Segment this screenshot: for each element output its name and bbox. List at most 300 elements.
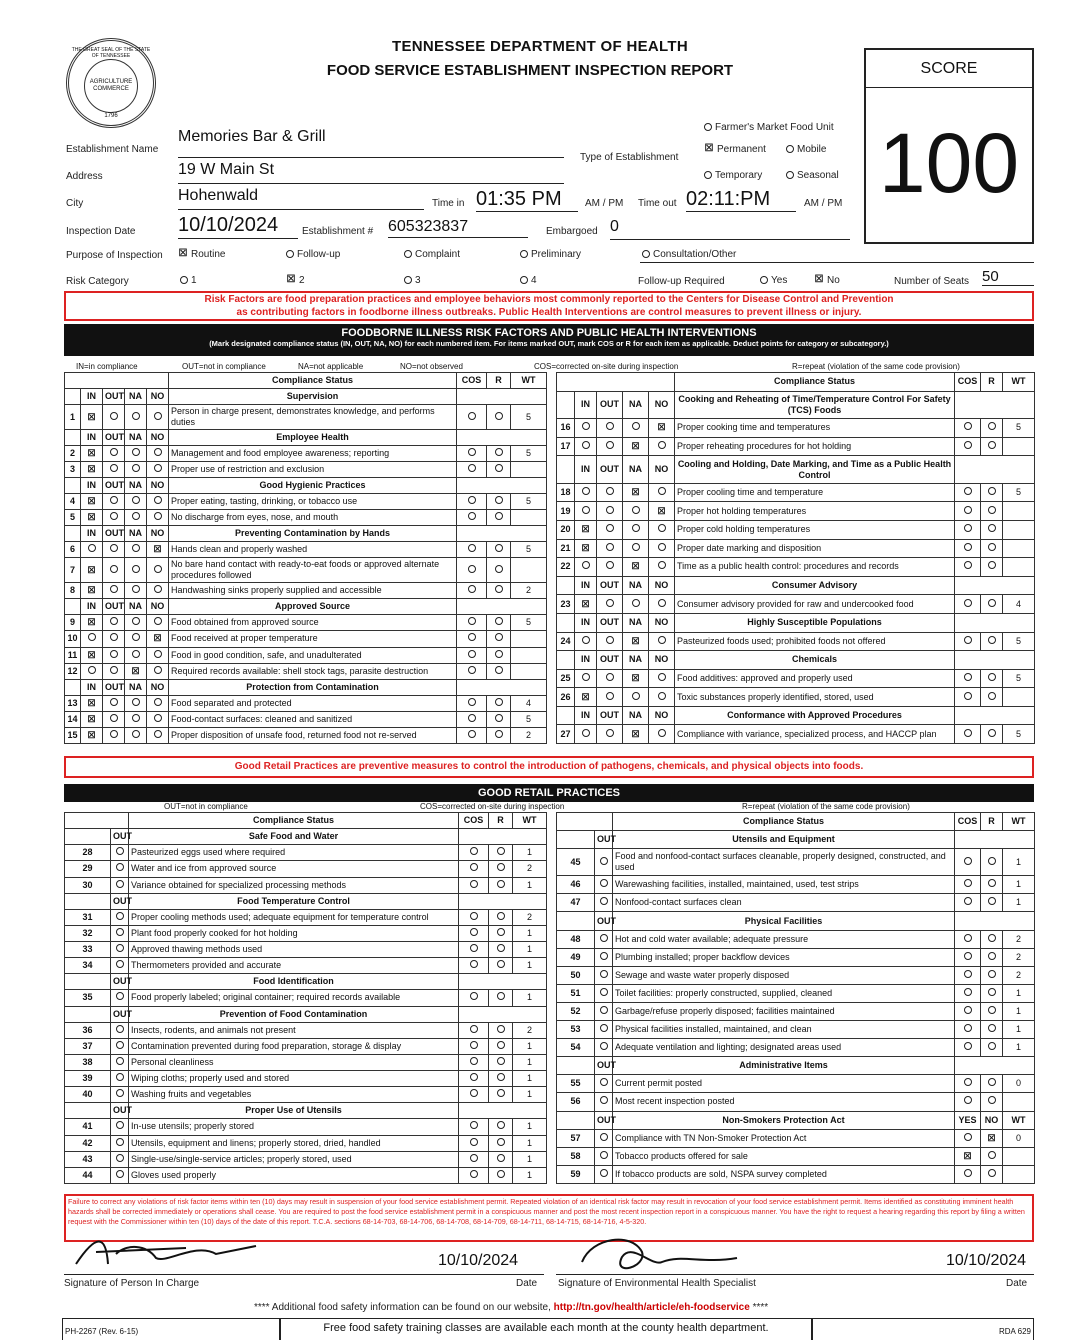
cos-radio[interactable] <box>955 437 981 456</box>
status-na-radio[interactable] <box>125 711 147 727</box>
repeat-radio[interactable]: ☒ <box>981 1129 1003 1147</box>
repeat-radio[interactable] <box>489 942 513 958</box>
repeat-radio[interactable] <box>487 558 511 583</box>
status-out-radio[interactable] <box>597 558 623 577</box>
status-na-radio[interactable] <box>623 521 649 540</box>
repeat-radio[interactable] <box>981 1147 1003 1165</box>
status-out-radio[interactable] <box>103 558 125 583</box>
purpose-consultation[interactable]: Consultation/Other <box>642 249 736 260</box>
cos-radio[interactable] <box>955 948 981 966</box>
repeat-radio[interactable] <box>489 1119 513 1135</box>
status-in-radio[interactable]: ☒ <box>81 711 103 727</box>
status-no-radio[interactable]: ☒ <box>147 631 169 647</box>
status-no-radio[interactable] <box>649 595 675 614</box>
repeat-radio[interactable] <box>981 539 1003 558</box>
cos-radio[interactable] <box>457 558 487 583</box>
status-out-radio[interactable] <box>597 539 623 558</box>
repeat-radio[interactable] <box>487 510 511 526</box>
out-radio[interactable] <box>595 1093 613 1111</box>
repeat-radio[interactable] <box>487 494 511 510</box>
out-radio[interactable] <box>111 1054 129 1070</box>
repeat-radio[interactable] <box>981 894 1003 912</box>
status-na-radio[interactable] <box>125 727 147 743</box>
repeat-radio[interactable] <box>487 631 511 647</box>
cos-radio[interactable] <box>457 405 487 430</box>
yes-header: YES <box>955 1111 981 1129</box>
status-no-radio[interactable]: ☒ <box>649 502 675 521</box>
no-header: NO <box>649 456 675 484</box>
cos-radio[interactable] <box>459 958 489 974</box>
cos-radio[interactable] <box>459 1087 489 1103</box>
status-in-radio[interactable] <box>575 419 597 438</box>
cos-radio[interactable] <box>955 849 981 876</box>
status-na-radio[interactable] <box>623 688 649 707</box>
repeat-radio[interactable] <box>487 583 511 599</box>
status-in-radio[interactable] <box>575 502 597 521</box>
repeat-radio[interactable] <box>489 1054 513 1070</box>
item-description: Consumer advisory provided for raw and undercooked food <box>675 595 955 614</box>
risk-1[interactable]: 1 <box>180 275 197 286</box>
out-radio[interactable] <box>111 1071 129 1087</box>
cos-radio[interactable] <box>459 1071 489 1087</box>
score-label: SCORE <box>866 50 1032 88</box>
cos-radio[interactable] <box>459 1151 489 1167</box>
repeat-radio[interactable] <box>981 558 1003 577</box>
status-in-radio[interactable]: ☒ <box>81 583 103 599</box>
out-header: OUT <box>595 831 613 849</box>
status-in-radio[interactable]: ☒ <box>81 727 103 743</box>
cos-radio[interactable] <box>955 539 981 558</box>
status-na-radio[interactable] <box>125 583 147 599</box>
status-in-radio[interactable] <box>575 725 597 744</box>
status-na-radio[interactable]: ☒ <box>623 669 649 688</box>
cos-radio[interactable] <box>459 877 489 893</box>
cos-radio[interactable] <box>955 632 981 651</box>
out-radio[interactable] <box>111 925 129 941</box>
status-in-radio[interactable]: ☒ <box>575 539 597 558</box>
cos-radio[interactable] <box>955 1075 981 1093</box>
status-in-radio[interactable]: ☒ <box>81 446 103 462</box>
repeat-radio[interactable] <box>981 437 1003 456</box>
status-no-radio[interactable] <box>649 521 675 540</box>
cos-radio[interactable] <box>459 1022 489 1038</box>
repeat-radio[interactable] <box>981 1021 1003 1039</box>
status-out-radio[interactable] <box>103 711 125 727</box>
cos-radio[interactable] <box>955 876 981 894</box>
cos-radio[interactable] <box>459 1167 489 1183</box>
repeat-radio[interactable] <box>487 462 511 478</box>
out-radio[interactable] <box>595 1129 613 1147</box>
status-out-radio[interactable] <box>103 647 125 663</box>
repeat-radio[interactable] <box>981 1075 1003 1093</box>
repeat-radio[interactable] <box>981 502 1003 521</box>
repeat-radio[interactable] <box>489 958 513 974</box>
address-field[interactable]: 19 W Main St <box>178 161 564 184</box>
status-na-radio[interactable]: ☒ <box>623 632 649 651</box>
out-radio[interactable] <box>111 1151 129 1167</box>
repeat-radio[interactable] <box>981 948 1003 966</box>
repeat-radio[interactable] <box>981 1165 1003 1183</box>
cos-radio[interactable] <box>955 894 981 912</box>
out-radio[interactable] <box>111 1022 129 1038</box>
status-na-radio[interactable] <box>623 595 649 614</box>
status-out-radio[interactable] <box>103 446 125 462</box>
status-out-radio[interactable] <box>103 494 125 510</box>
weight-value: 1 <box>513 1087 547 1103</box>
repeat-radio[interactable] <box>489 877 513 893</box>
cos-radio[interactable] <box>955 1165 981 1183</box>
status-out-radio[interactable] <box>597 419 623 438</box>
type-temporary[interactable]: Temporary <box>704 170 762 181</box>
status-in-radio[interactable] <box>81 663 103 679</box>
repeat-radio[interactable] <box>489 1022 513 1038</box>
status-na-radio[interactable]: ☒ <box>125 663 147 679</box>
cos-radio[interactable] <box>459 1135 489 1151</box>
cos-radio[interactable] <box>459 990 489 1006</box>
status-out-radio[interactable] <box>597 521 623 540</box>
repeat-radio[interactable] <box>981 725 1003 744</box>
out-radio[interactable] <box>595 984 613 1002</box>
cos-radio[interactable] <box>457 542 487 558</box>
repeat-radio[interactable] <box>981 669 1003 688</box>
time-out-field[interactable]: 02:11:PM <box>686 188 796 212</box>
repeat-radio[interactable] <box>487 405 511 430</box>
repeat-radio[interactable] <box>981 1039 1003 1057</box>
status-no-radio[interactable] <box>649 539 675 558</box>
status-no-radio[interactable] <box>147 446 169 462</box>
out-radio[interactable] <box>111 958 129 974</box>
out-radio[interactable] <box>111 909 129 925</box>
status-out-radio[interactable] <box>103 510 125 526</box>
inspection-date-field[interactable]: 10/10/2024 <box>178 214 298 239</box>
cos-radio[interactable] <box>457 727 487 743</box>
weight-value: 2 <box>511 727 547 743</box>
status-na-radio[interactable]: ☒ <box>623 558 649 577</box>
status-no-radio[interactable]: ☒ <box>147 542 169 558</box>
embargoed-field[interactable]: 0 <box>610 218 850 240</box>
status-in-radio[interactable]: ☒ <box>81 615 103 631</box>
status-na-radio[interactable]: ☒ <box>623 437 649 456</box>
cos-radio[interactable] <box>955 688 981 707</box>
out-radio[interactable] <box>595 894 613 912</box>
repeat-radio[interactable] <box>489 1087 513 1103</box>
cos-radio[interactable] <box>955 1129 981 1147</box>
cos-radio[interactable] <box>459 845 489 861</box>
status-na-radio[interactable] <box>623 419 649 438</box>
num-cell <box>557 651 575 670</box>
cos-radio[interactable] <box>457 711 487 727</box>
status-na-radio[interactable] <box>125 446 147 462</box>
cos-radio[interactable] <box>955 1002 981 1020</box>
status-na-radio[interactable]: ☒ <box>623 483 649 502</box>
cos-radio[interactable] <box>955 558 981 577</box>
cos-radio[interactable] <box>955 984 981 1002</box>
status-no-radio[interactable] <box>649 558 675 577</box>
repeat-radio[interactable] <box>981 419 1003 438</box>
status-no-radio[interactable] <box>147 405 169 430</box>
repeat-radio[interactable] <box>489 1151 513 1167</box>
status-out-radio[interactable] <box>597 595 623 614</box>
website-link[interactable]: http://tn.gov/health/article/eh-foodservice <box>553 1302 750 1313</box>
status-no-radio[interactable] <box>147 647 169 663</box>
status-no-radio[interactable] <box>649 725 675 744</box>
cos-radio[interactable] <box>459 861 489 877</box>
purpose-routine[interactable]: ☒ Routine <box>178 248 226 260</box>
repeat-radio[interactable] <box>981 632 1003 651</box>
risk-4[interactable]: 4 <box>520 275 537 286</box>
out-radio[interactable] <box>111 1135 129 1151</box>
followup-no[interactable]: ☒ No <box>814 274 840 286</box>
status-na-radio[interactable] <box>623 502 649 521</box>
item-description: Food additives: approved and properly used <box>675 669 955 688</box>
repeat-radio[interactable] <box>487 446 511 462</box>
status-out-radio[interactable] <box>597 669 623 688</box>
type-mobile[interactable]: Mobile <box>786 144 826 155</box>
repeat-radio[interactable] <box>981 595 1003 614</box>
status-in-radio[interactable]: ☒ <box>81 494 103 510</box>
status-out-radio[interactable] <box>597 437 623 456</box>
cos-header: COS <box>955 813 981 831</box>
cos-radio[interactable] <box>955 1093 981 1111</box>
cos-radio[interactable] <box>457 583 487 599</box>
status-na-radio[interactable] <box>125 462 147 478</box>
status-out-radio[interactable] <box>103 542 125 558</box>
status-in-radio[interactable]: ☒ <box>575 595 597 614</box>
out-radio[interactable] <box>595 1021 613 1039</box>
cos-radio[interactable] <box>457 510 487 526</box>
cos-radio[interactable] <box>459 909 489 925</box>
repeat-radio[interactable] <box>981 688 1003 707</box>
status-in-radio[interactable]: ☒ <box>575 688 597 707</box>
repeat-radio[interactable] <box>489 990 513 1006</box>
repeat-radio[interactable] <box>487 647 511 663</box>
status-out-radio[interactable] <box>103 663 125 679</box>
out-radio[interactable] <box>111 990 129 1006</box>
repeat-radio[interactable] <box>487 727 511 743</box>
out-radio[interactable] <box>111 1167 129 1183</box>
status-out-radio[interactable] <box>597 632 623 651</box>
city-field[interactable]: Hohenwald <box>178 187 424 210</box>
status-in-radio[interactable]: ☒ <box>81 695 103 711</box>
status-na-radio[interactable] <box>125 647 147 663</box>
out-radio[interactable] <box>595 948 613 966</box>
cos-radio[interactable] <box>955 1039 981 1057</box>
out-radio[interactable] <box>111 861 129 877</box>
status-na-radio[interactable] <box>125 494 147 510</box>
status-in-radio[interactable]: ☒ <box>81 405 103 430</box>
out-radio[interactable] <box>111 1087 129 1103</box>
type-permanent[interactable]: ☒ Permanent <box>704 143 766 155</box>
cos-radio[interactable] <box>457 615 487 631</box>
status-in-radio[interactable] <box>575 632 597 651</box>
cos-radio[interactable] <box>459 925 489 941</box>
cos-radio[interactable] <box>955 725 981 744</box>
repeat-radio[interactable] <box>981 521 1003 540</box>
cos-radio[interactable] <box>459 942 489 958</box>
repeat-radio[interactable] <box>489 1167 513 1183</box>
status-no-radio[interactable] <box>147 583 169 599</box>
status-na-radio[interactable] <box>125 558 147 583</box>
repeat-radio[interactable] <box>489 861 513 877</box>
status-na-radio[interactable] <box>125 695 147 711</box>
cos-radio[interactable] <box>457 446 487 462</box>
establishment-name-field[interactable]: Memories Bar & Grill <box>178 126 564 158</box>
status-out-radio[interactable] <box>103 631 125 647</box>
status-out-radio[interactable] <box>103 695 125 711</box>
status-in-radio[interactable] <box>575 669 597 688</box>
status-no-radio[interactable] <box>147 711 169 727</box>
status-no-radio[interactable] <box>147 510 169 526</box>
cos-radio[interactable] <box>457 631 487 647</box>
cos-radio[interactable] <box>955 1021 981 1039</box>
cos-radio[interactable] <box>457 462 487 478</box>
status-no-radio[interactable] <box>649 437 675 456</box>
cos-radio[interactable]: ☒ <box>955 1147 981 1165</box>
no-header: NO <box>147 430 169 446</box>
status-no-radio[interactable] <box>147 663 169 679</box>
repeat-radio[interactable] <box>981 1093 1003 1111</box>
out-radio[interactable] <box>595 1147 613 1165</box>
status-no-radio[interactable] <box>147 615 169 631</box>
status-no-radio[interactable] <box>649 688 675 707</box>
repeat-radio[interactable] <box>489 925 513 941</box>
weight-value <box>1003 1165 1035 1183</box>
repeat-radio[interactable] <box>981 966 1003 984</box>
cos-radio[interactable] <box>457 494 487 510</box>
status-out-radio[interactable] <box>103 405 125 430</box>
cos-radio[interactable] <box>955 502 981 521</box>
out-radio[interactable] <box>111 1119 129 1135</box>
cos-radio[interactable] <box>457 695 487 711</box>
cos-radio[interactable] <box>955 595 981 614</box>
out-radio[interactable] <box>595 966 613 984</box>
status-out-radio[interactable] <box>597 725 623 744</box>
status-in-radio[interactable] <box>575 558 597 577</box>
status-na-radio[interactable] <box>125 542 147 558</box>
followup-yes[interactable]: Yes <box>760 275 787 286</box>
cos-radio[interactable] <box>955 419 981 438</box>
status-no-radio[interactable]: ☒ <box>649 419 675 438</box>
out-radio[interactable] <box>595 1002 613 1020</box>
status-na-radio[interactable] <box>125 510 147 526</box>
status-out-radio[interactable] <box>103 615 125 631</box>
repeat-radio[interactable] <box>489 909 513 925</box>
type-seasonal[interactable]: Seasonal <box>786 170 839 181</box>
status-out-radio[interactable] <box>103 727 125 743</box>
cos-radio[interactable] <box>955 930 981 948</box>
status-out-radio[interactable] <box>597 688 623 707</box>
purpose-complaint[interactable]: Complaint <box>404 249 460 260</box>
cos-radio[interactable] <box>457 647 487 663</box>
repeat-radio[interactable] <box>981 483 1003 502</box>
time-in-field[interactable]: 01:35 PM <box>476 188 578 212</box>
status-no-radio[interactable] <box>649 632 675 651</box>
cos-header: COS <box>955 373 981 392</box>
status-na-radio[interactable] <box>125 631 147 647</box>
out-radio[interactable] <box>595 1075 613 1093</box>
number-of-seats-field[interactable]: 50 <box>982 268 1034 286</box>
status-na-radio[interactable] <box>125 405 147 430</box>
cos-radio[interactable] <box>459 1054 489 1070</box>
status-no-radio[interactable] <box>147 462 169 478</box>
repeat-radio[interactable] <box>487 542 511 558</box>
type-farmers-market[interactable]: Farmer's Market Food Unit <box>704 122 834 133</box>
status-no-radio[interactable] <box>147 727 169 743</box>
status-in-radio[interactable]: ☒ <box>81 462 103 478</box>
cos-radio[interactable] <box>955 669 981 688</box>
status-na-radio[interactable] <box>125 615 147 631</box>
repeat-radio[interactable] <box>981 984 1003 1002</box>
repeat-radio[interactable] <box>487 663 511 679</box>
item-description: Physical facilities installed, maintained, and clean <box>613 1021 955 1039</box>
status-in-radio[interactable] <box>81 542 103 558</box>
status-no-radio[interactable] <box>147 695 169 711</box>
status-out-radio[interactable] <box>597 502 623 521</box>
out-radio[interactable] <box>595 930 613 948</box>
blank <box>457 526 547 542</box>
out-radio[interactable] <box>111 845 129 861</box>
repeat-radio[interactable] <box>981 849 1003 876</box>
cos-radio[interactable] <box>955 483 981 502</box>
status-in-radio[interactable] <box>575 437 597 456</box>
status-in-radio[interactable]: ☒ <box>575 521 597 540</box>
department-title: TENNESSEE DEPARTMENT OF HEALTH <box>392 38 688 55</box>
status-in-radio[interactable] <box>81 631 103 647</box>
status-in-radio[interactable] <box>575 483 597 502</box>
cos-radio[interactable] <box>459 1119 489 1135</box>
status-no-radio[interactable] <box>649 669 675 688</box>
out-radio[interactable] <box>595 1039 613 1057</box>
cos-radio[interactable] <box>955 966 981 984</box>
status-no-radio[interactable] <box>649 483 675 502</box>
repeat-radio[interactable] <box>487 695 511 711</box>
status-out-radio[interactable] <box>597 483 623 502</box>
cos-radio[interactable] <box>955 521 981 540</box>
risk-2[interactable]: ☒ 2 <box>286 274 305 286</box>
cos-radio[interactable] <box>459 1038 489 1054</box>
repeat-radio[interactable] <box>981 930 1003 948</box>
out-radio[interactable] <box>111 877 129 893</box>
repeat-radio[interactable] <box>489 1135 513 1151</box>
risk-3[interactable]: 3 <box>404 275 421 286</box>
out-radio[interactable] <box>595 849 613 876</box>
status-in-radio[interactable]: ☒ <box>81 558 103 583</box>
repeat-radio[interactable] <box>487 615 511 631</box>
out-radio[interactable] <box>595 876 613 894</box>
out-radio[interactable] <box>111 942 129 958</box>
status-na-radio[interactable] <box>623 539 649 558</box>
purpose-followup[interactable]: Follow-up <box>286 249 340 260</box>
out-radio[interactable] <box>595 1165 613 1183</box>
repeat-radio[interactable] <box>487 711 511 727</box>
status-na-radio[interactable]: ☒ <box>623 725 649 744</box>
status-no-radio[interactable] <box>147 558 169 583</box>
status-out-radio[interactable] <box>103 462 125 478</box>
repeat-radio[interactable] <box>489 1038 513 1054</box>
status-no-radio[interactable] <box>147 494 169 510</box>
cos-radio[interactable] <box>457 663 487 679</box>
out-radio[interactable] <box>111 1038 129 1054</box>
status-out-radio[interactable] <box>103 583 125 599</box>
status-in-radio[interactable]: ☒ <box>81 647 103 663</box>
repeat-radio[interactable] <box>489 845 513 861</box>
repeat-radio[interactable] <box>489 1071 513 1087</box>
establishment-number-field[interactable]: 605323837 <box>388 218 528 238</box>
purpose-preliminary[interactable]: Preliminary <box>520 249 581 260</box>
status-in-radio[interactable]: ☒ <box>81 510 103 526</box>
repeat-radio[interactable] <box>981 1002 1003 1020</box>
repeat-radio[interactable] <box>981 876 1003 894</box>
